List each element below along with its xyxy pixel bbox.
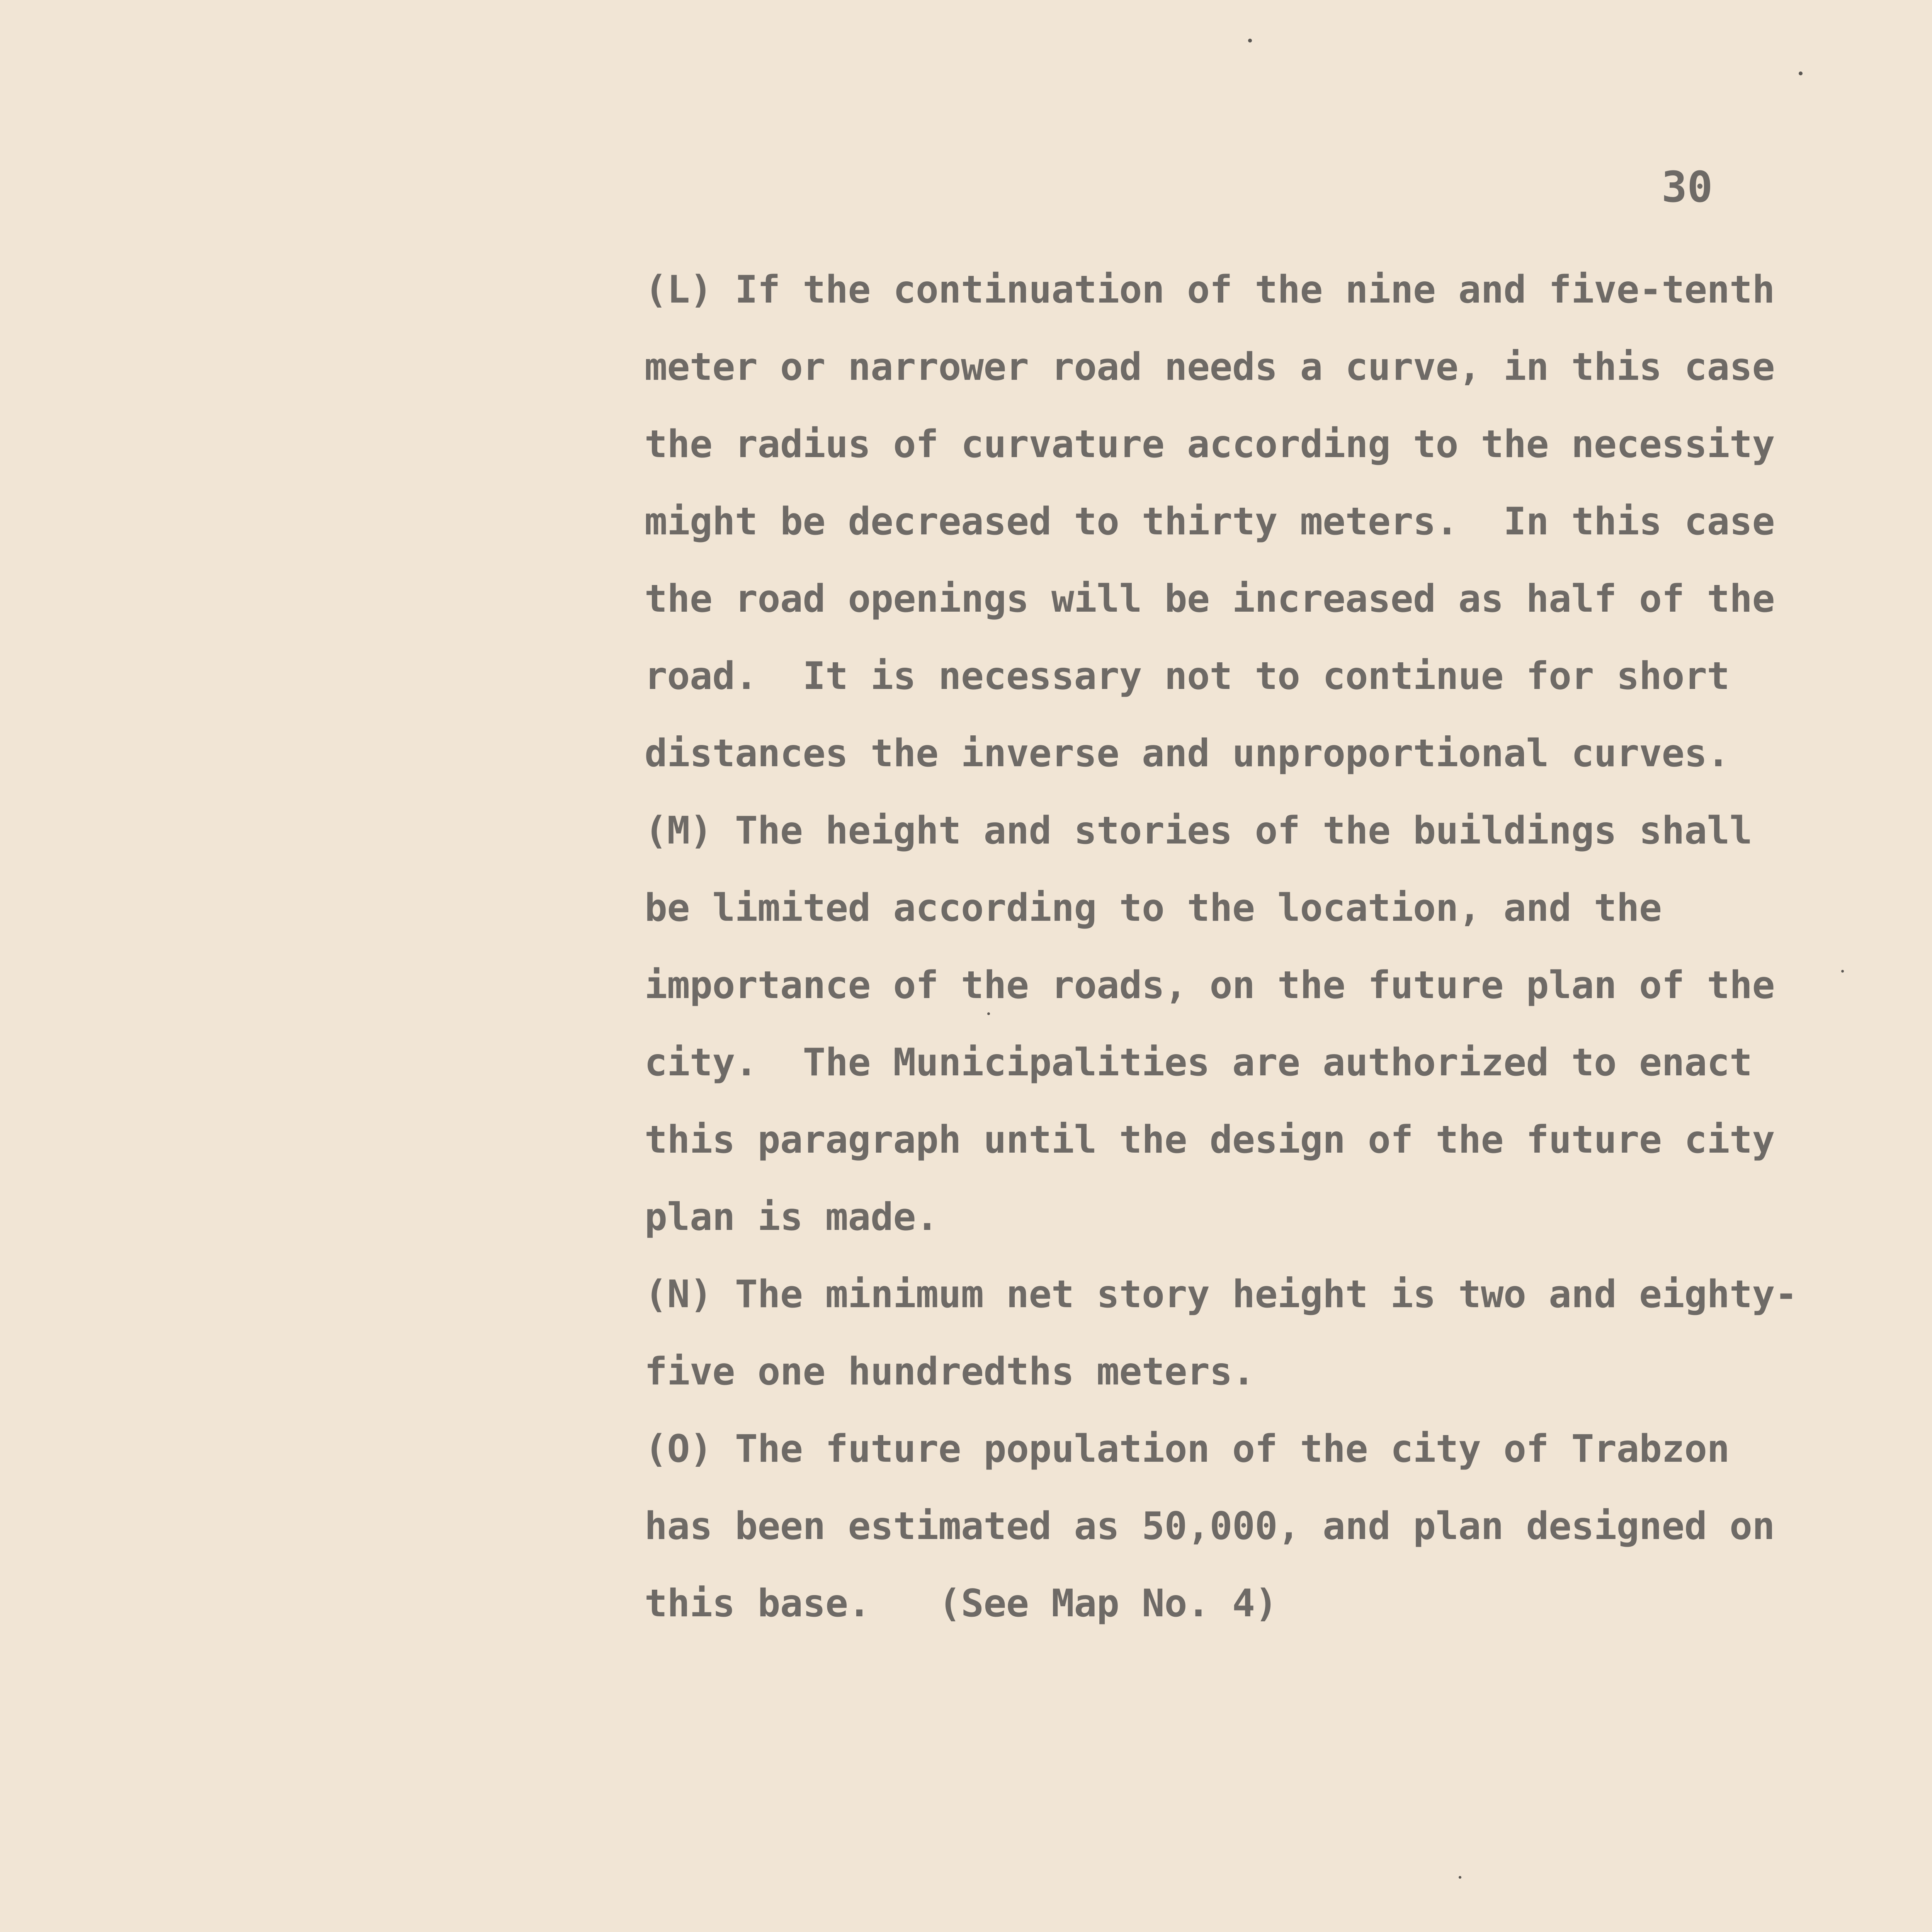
paper-speck: [1248, 39, 1252, 43]
text-line: city. The Municipalities are authorized to enact: [645, 1041, 1752, 1085]
text-line: might be decreased to thirty meters. In this case: [645, 500, 1775, 544]
text-line: the radius of curvature according to the necessity: [645, 422, 1775, 466]
text-line: distances the inverse and unproportional curves.: [645, 731, 1730, 776]
text-line: this base. (See Map No. 4): [645, 1582, 1278, 1626]
text-line: importance of the roads, on the future plan of the: [645, 963, 1775, 1007]
text-line: five one hundredths meters.: [645, 1350, 1255, 1394]
text-line: plan is made.: [645, 1195, 939, 1239]
paper-speck: [1799, 71, 1803, 75]
text-line: (O) The future population of the city of Trabzon: [645, 1427, 1730, 1471]
body-text: [645, 251, 1804, 1642]
paper-speck: [987, 1012, 990, 1015]
text-line: road. It is necessary not to continue for short: [645, 654, 1730, 698]
text-line: (L) If the continuation of the nine and five-tenth: [645, 268, 1775, 312]
text-line: (M) The height and stories of the buildings shall: [645, 809, 1752, 853]
page-number: 30: [1662, 162, 1713, 212]
text-line: has been estimated as 50,000, and plan designed on: [645, 1504, 1775, 1548]
text-line: this paragraph until the design of the future city: [645, 1118, 1775, 1162]
text-line: meter or narrower road needs a curve, in this case: [645, 345, 1775, 389]
text-line: the road openings will be increased as half of the: [645, 577, 1775, 621]
paper-speck: [1841, 970, 1844, 973]
text-line: (N) The minimum net story height is two and eighty-: [645, 1272, 1798, 1316]
paper-speck: [1459, 1876, 1461, 1879]
text-line: be limited according to the location, and the: [645, 886, 1662, 930]
